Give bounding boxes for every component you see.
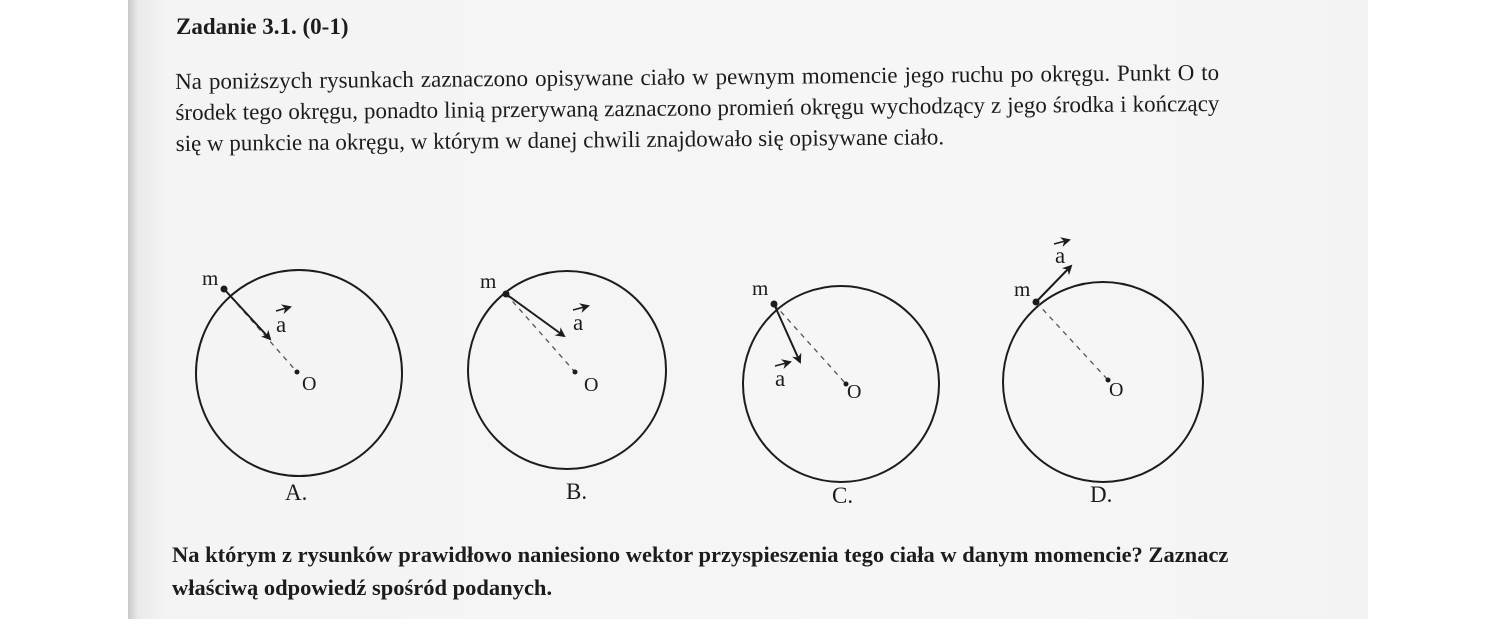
vector-arrow-b xyxy=(506,294,564,336)
mass-label-c: m xyxy=(752,276,769,300)
option-label-b: B. xyxy=(566,479,588,504)
option-label-d: D. xyxy=(1090,482,1113,507)
option-label-c: C. xyxy=(832,483,854,508)
mass-label-d: m xyxy=(1014,277,1031,301)
figure-a xyxy=(196,266,402,505)
vector-arrow-a xyxy=(224,289,270,339)
center-label-d: O xyxy=(1109,379,1124,401)
mass-label-a: m xyxy=(202,266,219,290)
vector-label-c: a xyxy=(775,366,786,391)
figure-b xyxy=(468,269,666,504)
book-page xyxy=(128,0,1368,619)
vector-label-d: a xyxy=(1055,243,1066,268)
mass-dot-d xyxy=(1033,299,1040,306)
radius-dashed-d xyxy=(1036,302,1108,380)
task-question: Na którym z rysunków prawidłowo naniesiono wektor przyspieszenia tego ciała w danym momencie? Zaznacz właściwą odpowiedź spośród podanych. xyxy=(172,542,1229,600)
figure-d xyxy=(1003,240,1203,507)
center-dot-b xyxy=(573,370,578,375)
task-title: Zadanie 3.1. (0-1) xyxy=(176,14,349,39)
circle-b xyxy=(468,271,666,469)
vector-arrow-d xyxy=(1036,266,1071,302)
center-label-a: O xyxy=(302,373,317,395)
vector-label-a: a xyxy=(276,312,287,337)
circle-c xyxy=(743,286,939,482)
mass-dot-c xyxy=(771,301,778,308)
vector-arrow-c xyxy=(774,304,800,362)
mass-label-b: m xyxy=(480,269,497,293)
circle-d xyxy=(1003,282,1203,482)
radius-dashed-b xyxy=(506,294,575,372)
center-dot-a xyxy=(295,370,300,375)
vector-overarrow-a xyxy=(276,307,290,311)
task-description: Na poniższych rysunkach zaznaczono opisywane ciało w pewnym momencie jego ruchu po okręgu. Punkt O to środek tego okręgu, ponadto linią przerywaną zaznaczono promień okręgu wychodzący z jego środka i kończący się w punkcie na okręgu, w którym w danej chwili znajdowało się opisywane ciało. xyxy=(175,59,1220,156)
vector-label-b: a xyxy=(573,310,584,335)
mass-dot-a xyxy=(221,286,228,293)
figure-c xyxy=(743,276,939,508)
option-label-a: A. xyxy=(285,480,308,505)
mass-dot-b xyxy=(503,291,510,298)
center-label-b: O xyxy=(584,374,599,396)
figures-area xyxy=(128,0,1368,540)
center-label-c: O xyxy=(847,381,862,403)
